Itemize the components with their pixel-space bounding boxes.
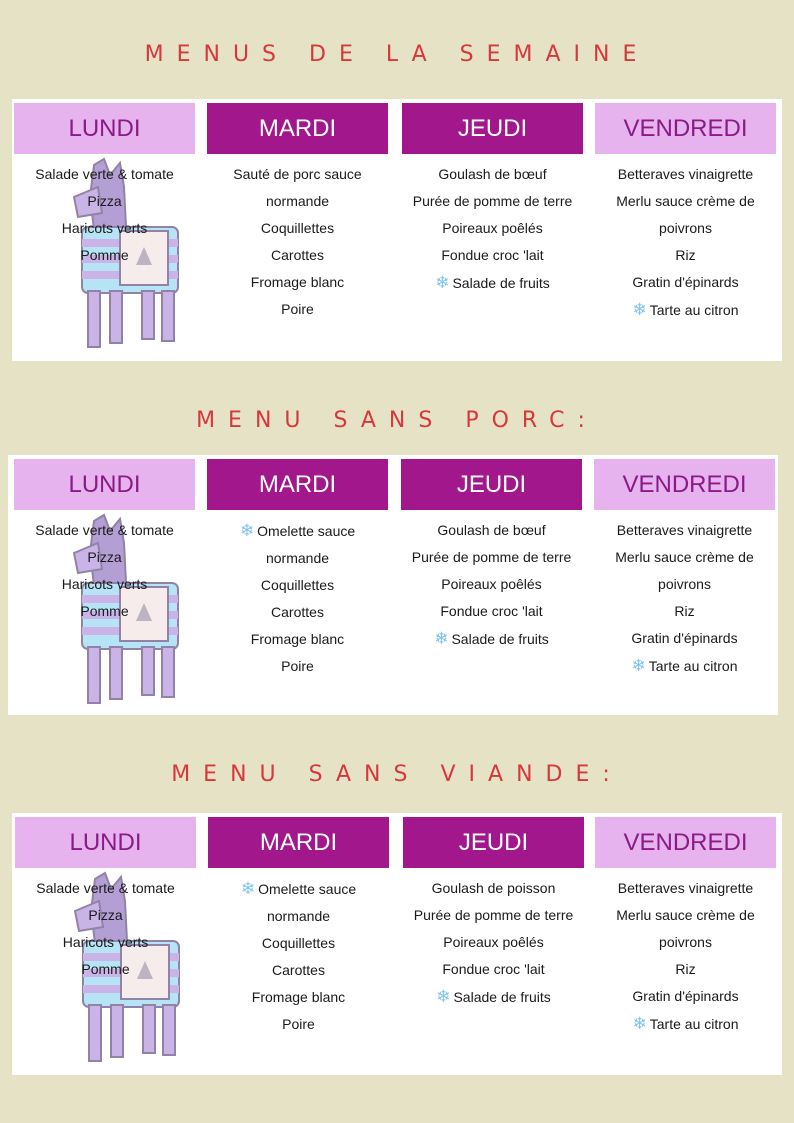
day-header-mardi: MARDI <box>207 459 388 510</box>
menu-item: Poireaux poêlés <box>443 934 544 950</box>
menu-card-semaine <box>12 99 782 361</box>
menu-item: Merlu sauce crème de <box>616 907 755 923</box>
menu-item: Goulash de poisson <box>431 880 556 896</box>
menu-item: Pizza <box>87 549 122 565</box>
day-col-lundi <box>14 517 195 625</box>
menu-item: Merlu sauce crème de <box>616 193 755 209</box>
day-header-lundi: LUNDI <box>15 817 196 868</box>
menu-item: Poire <box>281 301 314 317</box>
menu-item: Fondue croc 'lait <box>442 961 545 977</box>
menu-item: ❄ Salade de fruits <box>435 273 550 292</box>
menu-item: Fromage blanc <box>251 989 346 1005</box>
day-header-jeudi: JEUDI <box>402 103 583 154</box>
menu-item: Haricots verts <box>62 934 149 950</box>
day-col-mardi <box>207 161 388 323</box>
snowflake-icon: ❄ <box>631 656 646 675</box>
day-header-jeudi: JEUDI <box>403 817 584 868</box>
day-col-mardi <box>207 517 388 680</box>
menu-item: Pomme <box>80 247 129 263</box>
menu-item: Fondue croc 'lait <box>441 247 544 263</box>
menu-item: Betteraves vinaigrette <box>616 522 753 538</box>
menu-item: Purée de pomme de terre <box>412 193 573 209</box>
day-header-lundi: LUNDI <box>14 103 195 154</box>
snowflake-icon: ❄ <box>632 1014 647 1033</box>
menu-card-sans-viande <box>12 813 782 1075</box>
menu-item: Salade verte & tomate <box>35 522 174 538</box>
snowflake-icon: ❄ <box>239 521 255 540</box>
section-title-sans-porc: MENU SANS PORC: <box>196 408 598 433</box>
snowflake-icon: ❄ <box>434 629 449 648</box>
snowflake-icon: ❄ <box>632 300 647 319</box>
snowflake-icon: ❄ <box>240 879 256 898</box>
menu-item: Salade verte & tomate <box>36 880 175 896</box>
menu-item: Fondue croc 'lait <box>440 603 543 619</box>
day-header-mardi: MARDI <box>208 817 389 868</box>
menu-item: Gratin d'épinards <box>631 630 738 646</box>
menu-item: Salade verte & tomate <box>35 166 174 182</box>
day-header-mardi: MARDI <box>207 103 388 154</box>
menu-item: normande <box>266 908 331 924</box>
menu-item: Pomme <box>81 961 130 977</box>
menu-item: Riz <box>674 603 695 619</box>
menu-item: poivrons <box>659 934 712 950</box>
section-title-sans-viande: MENU SANS VIANDE: <box>171 762 623 787</box>
menu-item: Riz <box>675 961 696 977</box>
day-col-jeudi <box>401 517 582 653</box>
day-col-vendredi <box>595 875 776 1038</box>
day-header-vendredi: VENDREDI <box>594 459 775 510</box>
menu-item: ❄ Omelette sauce <box>240 879 357 898</box>
menu-item: Purée de pomme de terre <box>413 907 574 923</box>
menu-item: poivrons <box>658 576 711 592</box>
menu-item: Pizza <box>87 193 122 209</box>
menu-item: Betteraves vinaigrette <box>617 880 754 896</box>
menu-item: Carottes <box>272 962 325 978</box>
menu-item: Poire <box>282 1016 315 1032</box>
menu-item: Carottes <box>271 247 324 263</box>
menu-item: Betteraves vinaigrette <box>617 166 754 182</box>
day-col-vendredi <box>594 517 775 680</box>
menu-item: Fromage blanc <box>250 631 345 647</box>
menu-item: ❄ Tarte au citron <box>632 1014 739 1033</box>
menu-item: Goulash de bœuf <box>438 166 547 182</box>
menu-item: Pomme <box>80 603 129 619</box>
day-col-lundi <box>15 875 196 983</box>
menu-item: poivrons <box>659 220 712 236</box>
menu-item: Sauté de porc sauce <box>233 166 362 182</box>
menu-item: Pizza <box>88 907 123 923</box>
menu-item: Poire <box>281 658 314 674</box>
section-title-semaine: MENUS DE LA SEMAINE <box>144 42 650 67</box>
menu-item: Purée de pomme de terre <box>411 549 572 565</box>
menu-item: ❄ Omelette sauce <box>239 521 356 540</box>
day-col-jeudi <box>403 875 584 1011</box>
menu-item: ❄ Tarte au citron <box>631 656 738 675</box>
snowflake-icon: ❄ <box>436 987 451 1006</box>
menu-item: ❄ Salade de fruits <box>434 629 549 648</box>
menu-item: Haricots verts <box>61 576 148 592</box>
day-header-vendredi: VENDREDI <box>595 103 776 154</box>
day-col-vendredi <box>595 161 776 324</box>
menu-item: ❄ Tarte au citron <box>632 300 739 319</box>
menu-item: Coquillettes <box>261 935 336 951</box>
menu-item: normande <box>265 550 330 566</box>
menu-item: Gratin d'épinards <box>632 274 739 290</box>
day-header-vendredi: VENDREDI <box>595 817 776 868</box>
menu-card-sans-porc <box>8 455 778 715</box>
menu-item: Riz <box>675 247 696 263</box>
menu-item: Poireaux poêlés <box>441 576 542 592</box>
menu-item: normande <box>265 193 330 209</box>
menu-item: Merlu sauce crème de <box>615 549 754 565</box>
menu-item: Poireaux poêlés <box>442 220 543 236</box>
menu-item: Fromage blanc <box>250 274 345 290</box>
snowflake-icon: ❄ <box>435 273 450 292</box>
menu-item: ❄ Salade de fruits <box>436 987 551 1006</box>
day-header-lundi: LUNDI <box>14 459 195 510</box>
menu-item: Coquillettes <box>260 577 335 593</box>
menu-item: Haricots verts <box>61 220 148 236</box>
day-col-jeudi <box>402 161 583 297</box>
menu-item: Carottes <box>271 604 324 620</box>
menu-item: Coquillettes <box>260 220 335 236</box>
menu-item: Goulash de bœuf <box>437 522 546 538</box>
day-col-mardi <box>208 875 389 1038</box>
menu-item: Gratin d'épinards <box>632 988 739 1004</box>
day-header-jeudi: JEUDI <box>401 459 582 510</box>
day-col-lundi <box>14 161 195 269</box>
